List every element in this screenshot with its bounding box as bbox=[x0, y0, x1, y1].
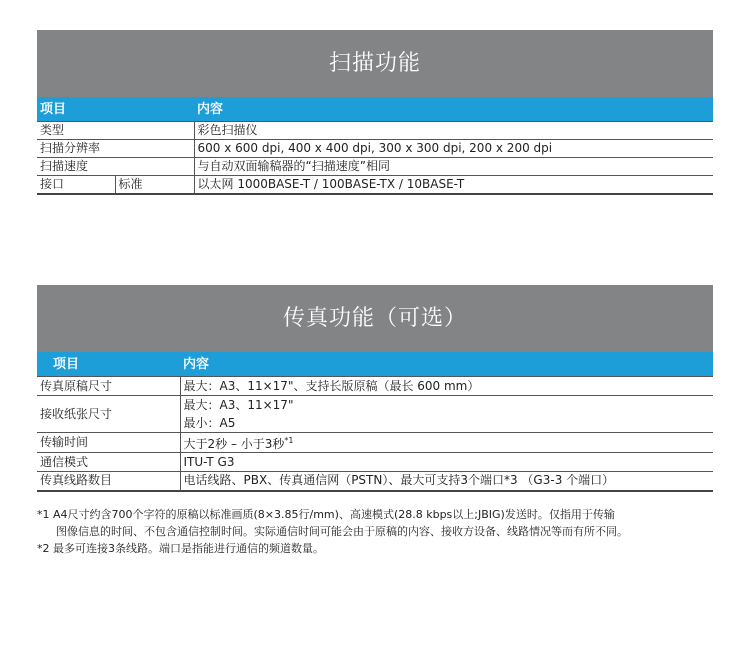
table-row bbox=[37, 140, 713, 158]
table-row bbox=[37, 453, 713, 472]
table-row bbox=[37, 158, 713, 176]
header-content: 内容 bbox=[194, 97, 713, 122]
footnote-ref: *1 bbox=[284, 436, 294, 445]
table-row bbox=[37, 377, 713, 396]
footnote-1: *1 A4尺寸约含700个字符的原稿以标准画质(8×3.85行/mm)、高速模式(28.8 kbps以上;JBIG)发送时。仅指用于传输 bbox=[37, 508, 615, 521]
recv-min: 最小：A5 bbox=[183, 416, 236, 430]
row-value: 彩色扫描仪 bbox=[194, 122, 713, 140]
fax-title-banner bbox=[37, 285, 713, 352]
row-label: 传真原稿尺寸 bbox=[37, 377, 180, 396]
scan-spec-table bbox=[37, 97, 713, 195]
table-row bbox=[37, 176, 713, 194]
fax-table-header bbox=[37, 352, 713, 377]
scan-section bbox=[37, 30, 713, 195]
row-label: 扫描速度 bbox=[37, 158, 194, 176]
row-value: 以太网 1000BASE-T / 100BASE-TX / 10BASE-T bbox=[194, 176, 713, 194]
row-value: 最大：A3、11×17"、支持长版原稿（最长 600 mm） bbox=[180, 377, 713, 396]
row-label: 传输时间 bbox=[37, 433, 180, 453]
scan-table-header bbox=[37, 97, 713, 122]
scan-title-banner bbox=[37, 30, 713, 97]
row-sublabel: 标准 bbox=[115, 176, 194, 194]
table-row bbox=[37, 472, 713, 491]
row-value bbox=[180, 396, 713, 433]
row-value: 600 x 600 dpi, 400 x 400 dpi, 300 x 300 dpi, 200 x 200 dpi bbox=[194, 140, 713, 158]
time-value: 大于2秒 – 小于3秒 bbox=[183, 437, 285, 451]
table-row bbox=[37, 396, 713, 433]
header-item bbox=[37, 352, 180, 377]
table-row bbox=[37, 122, 713, 140]
row-label: 接口 bbox=[37, 176, 115, 194]
row-label: 扫描分辨率 bbox=[37, 140, 194, 158]
table-row bbox=[37, 433, 713, 453]
header-item-label: 项目 bbox=[53, 356, 80, 372]
row-value bbox=[180, 433, 713, 453]
row-label: 通信模式 bbox=[37, 453, 180, 472]
footnotes bbox=[37, 506, 727, 557]
scan-title: 扫描功能 bbox=[328, 51, 421, 76]
row-value: 电话线路、PBX、传真通信网（PSTN）、最大可支持3个端口*3 （G3-3 个端口） bbox=[180, 472, 713, 491]
footnote-2: *2 最多可连接3条线路。端口是指能进行通信的频道数量。 bbox=[37, 542, 324, 555]
row-label: 类型 bbox=[37, 122, 194, 140]
row-value: 与自动双面输稿器的“扫描速度”相同 bbox=[194, 158, 713, 176]
recv-max: 最大：A3、11×17" bbox=[183, 398, 294, 412]
footnote-1-continued: 图像信息的时间、不包含通信控制时间。实际通信时间可能会由于原稿的内容、接收方设备、线路情况等而有所不同。 bbox=[56, 525, 628, 538]
row-label: 接收纸张尺寸 bbox=[37, 396, 180, 433]
row-label: 传真线路数目 bbox=[37, 472, 180, 491]
row-value: ITU-T G3 bbox=[180, 453, 713, 472]
header-content: 内容 bbox=[180, 352, 713, 377]
fax-title: 传真功能（可选） bbox=[282, 306, 467, 331]
header-item: 项目 bbox=[37, 97, 194, 122]
fax-section bbox=[37, 285, 713, 492]
fax-spec-table bbox=[37, 352, 713, 492]
